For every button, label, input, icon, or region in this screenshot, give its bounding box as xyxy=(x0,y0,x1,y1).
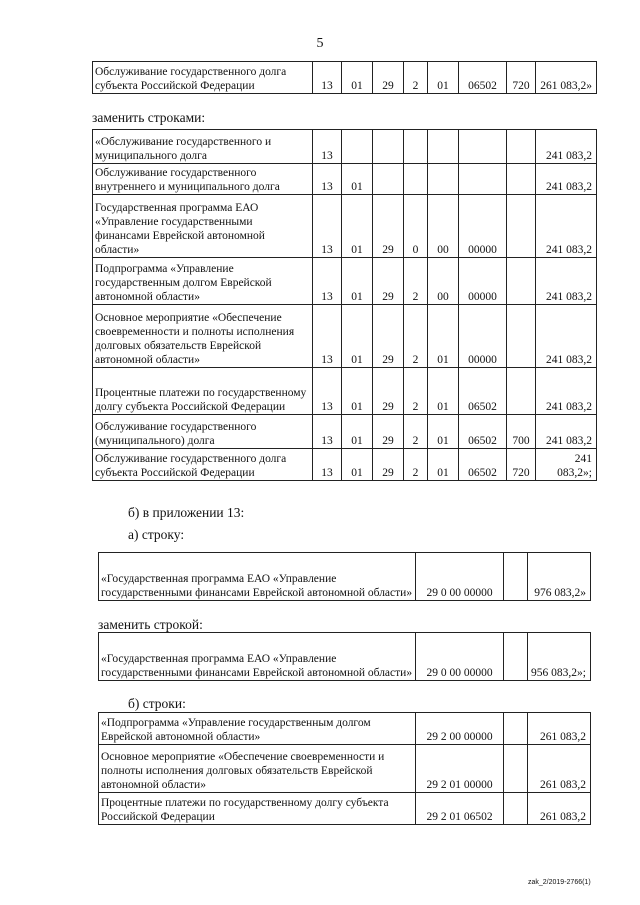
code-cell: 29 xyxy=(373,305,404,368)
code-cell: 29 xyxy=(373,62,404,94)
code-cell: 13 xyxy=(313,62,342,94)
amount-cell: 261 083,2 xyxy=(528,713,591,745)
code-cell: 29 xyxy=(373,258,404,305)
row-name-cell: Подпрограмма «Управление государственным долгом Еврейской автономной области» xyxy=(93,258,313,305)
table-row xyxy=(93,164,597,195)
row-name-cell: «Обслуживание государственного и муниципального долга xyxy=(93,130,313,164)
code-cell: 01 xyxy=(342,258,373,305)
code-cell: 00000 xyxy=(459,195,507,258)
code-cell: 13 xyxy=(313,305,342,368)
amount-cell: 241 083,2 xyxy=(536,415,597,449)
code-cell: 06502 xyxy=(459,415,507,449)
code-cell xyxy=(507,195,536,258)
table-row xyxy=(93,368,597,415)
code-cell: 13 xyxy=(313,258,342,305)
table-row xyxy=(93,415,597,449)
code-cell: 29 xyxy=(373,415,404,449)
code-cell: 00000 xyxy=(459,258,507,305)
table-row xyxy=(99,745,591,793)
table-a-original xyxy=(98,552,591,601)
code-cell: 01 xyxy=(342,62,373,94)
row-name-cell: Обслуживание государственного внутреннего и муниципального долга xyxy=(93,164,313,195)
caption-replace-row: заменить строкой: xyxy=(98,617,203,632)
code-cell: 13 xyxy=(313,195,342,258)
amount-cell: 956 083,2»; xyxy=(528,633,591,681)
amount-cell: 261 083,2 xyxy=(528,793,591,825)
code-cell: 13 xyxy=(313,164,342,195)
table-row xyxy=(93,305,597,368)
code-cell: 700 xyxy=(507,415,536,449)
code-cell xyxy=(507,130,536,164)
amount-cell: 241 083,2 xyxy=(536,195,597,258)
amount-cell: 241 083,2 xyxy=(536,305,597,368)
code-cell: 720 xyxy=(507,62,536,94)
code-cell xyxy=(507,164,536,195)
code-cell: 06502 xyxy=(459,449,507,481)
amount-cell: 241 083,2 xyxy=(536,258,597,305)
code-cell: 29 xyxy=(373,368,404,415)
code-cell: 01 xyxy=(428,305,459,368)
table-original-row xyxy=(92,61,597,94)
code-cell: 2 xyxy=(404,258,428,305)
amount-cell: 261 083,2 xyxy=(528,745,591,793)
code-cell: 01 xyxy=(428,415,459,449)
table-row xyxy=(93,62,597,94)
code-cell xyxy=(428,130,459,164)
table-row xyxy=(99,793,591,825)
code-cell: 13 xyxy=(313,415,342,449)
code-cell: 01 xyxy=(342,449,373,481)
code-cell xyxy=(504,553,528,601)
code-cell xyxy=(459,164,507,195)
table-replacement-rows xyxy=(92,129,597,481)
code-cell xyxy=(504,793,528,825)
code-cell xyxy=(428,164,459,195)
row-name-cell: Процентные платежи по государственному долгу субъекта Российской Федерации xyxy=(93,368,313,415)
table-row xyxy=(99,713,591,745)
caption-replace-rows: заменить строками: xyxy=(92,110,206,125)
code-cell: 2 xyxy=(404,305,428,368)
amount-cell: 241 083,2»; xyxy=(536,449,597,481)
code-cell: 01 xyxy=(428,368,459,415)
code-cell: 01 xyxy=(428,62,459,94)
table-row xyxy=(93,195,597,258)
row-name-cell: «Государственная программа ЕАО «Управление государственными финансами Еврейской автономной области» xyxy=(99,633,416,681)
table-row xyxy=(93,130,597,164)
code-cell: 0 xyxy=(404,195,428,258)
code-cell: 01 xyxy=(342,195,373,258)
code-cell: 2 xyxy=(404,368,428,415)
page-number: 5 xyxy=(316,36,324,51)
code-cell: 00 xyxy=(428,195,459,258)
table-row xyxy=(99,633,591,681)
code-cell: 29 2 01 00000 xyxy=(416,745,504,793)
row-name-cell: Обслуживание государственного долга субъекта Российской Федерации xyxy=(93,62,313,94)
row-name-cell: Обслуживание государственного (муниципального) долга xyxy=(93,415,313,449)
row-name-cell: Процентные платежи по государственному долгу субъекта Российской Федерации xyxy=(99,793,416,825)
row-name-cell: Государственная программа ЕАО «Управление государственными финансами Еврейской автономной области» xyxy=(93,195,313,258)
row-name-cell: «Подпрограмма «Управление государственным долгом Еврейской автономной области» xyxy=(99,713,416,745)
code-cell: 01 xyxy=(342,164,373,195)
code-cell: 720 xyxy=(507,449,536,481)
caption-a-row: а) строку: xyxy=(128,527,185,542)
code-cell: 06502 xyxy=(459,62,507,94)
table-row xyxy=(93,258,597,305)
table-row xyxy=(99,553,591,601)
amount-cell: 261 083,2» xyxy=(536,62,597,94)
code-cell: 01 xyxy=(342,305,373,368)
code-cell xyxy=(459,130,507,164)
code-cell: 13 xyxy=(313,449,342,481)
code-cell: 00 xyxy=(428,258,459,305)
code-cell: 01 xyxy=(342,415,373,449)
caption-appendix-13: б) в приложении 13: xyxy=(128,505,245,520)
code-cell xyxy=(507,305,536,368)
row-name-cell: Основное мероприятие «Обеспечение своевременности и полноты исполнения долговых обязательств Еврейской автономной области» xyxy=(99,745,416,793)
amount-cell: 241 083,2 xyxy=(536,368,597,415)
code-cell: 29 0 00 00000 xyxy=(416,633,504,681)
code-cell: 00000 xyxy=(459,305,507,368)
code-cell: 06502 xyxy=(459,368,507,415)
code-cell xyxy=(504,745,528,793)
code-cell: 29 0 00 00000 xyxy=(416,553,504,601)
code-cell xyxy=(504,713,528,745)
amount-cell: 241 083,2 xyxy=(536,164,597,195)
document-code: zak_2/2019-2766(1) xyxy=(528,879,591,886)
code-cell: 29 xyxy=(373,195,404,258)
amount-cell: 976 083,2» xyxy=(528,553,591,601)
code-cell xyxy=(404,130,428,164)
code-cell: 29 2 01 06502 xyxy=(416,793,504,825)
code-cell xyxy=(507,258,536,305)
amount-cell: 241 083,2 xyxy=(536,130,597,164)
table-b-rows xyxy=(98,712,591,825)
code-cell: 2 xyxy=(404,449,428,481)
code-cell: 29 xyxy=(373,449,404,481)
code-cell xyxy=(504,633,528,681)
row-name-cell: «Государственная программа ЕАО «Управление государственными финансами Еврейской автономной области» xyxy=(99,553,416,601)
caption-b-rows: б) строки: xyxy=(128,696,186,711)
code-cell xyxy=(373,130,404,164)
table-row xyxy=(93,449,597,481)
code-cell: 2 xyxy=(404,415,428,449)
code-cell: 01 xyxy=(342,368,373,415)
code-cell: 13 xyxy=(313,130,342,164)
table-a-replacement xyxy=(98,632,591,681)
code-cell xyxy=(373,164,404,195)
row-name-cell: Основное мероприятие «Обеспечение своевременности и полноты исполнения долговых обязательств Еврейской автономной области» xyxy=(93,305,313,368)
row-name-cell: Обслуживание государственного долга субъекта Российской Федерации xyxy=(93,449,313,481)
code-cell xyxy=(342,130,373,164)
code-cell: 2 xyxy=(404,62,428,94)
code-cell: 13 xyxy=(313,368,342,415)
code-cell xyxy=(404,164,428,195)
code-cell: 01 xyxy=(428,449,459,481)
code-cell: 29 2 00 00000 xyxy=(416,713,504,745)
code-cell xyxy=(507,368,536,415)
